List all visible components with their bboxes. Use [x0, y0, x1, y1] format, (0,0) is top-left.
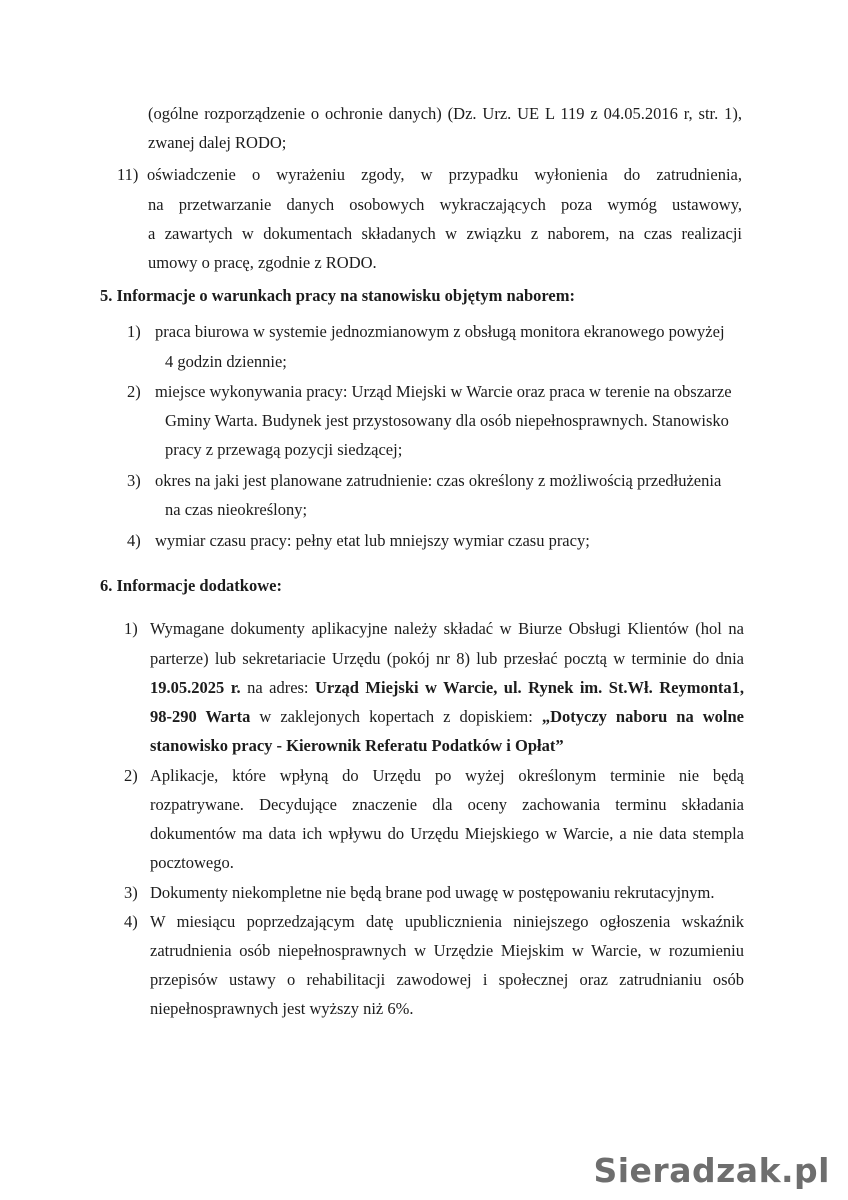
s5-item-2-number: 2) [127, 382, 141, 401]
s5-item-3-line-1: okres na jaki jest planowane zatrudnienie: czas określony z możliwością przedłużenia [155, 471, 722, 490]
deadline-date: 19.05.2025 r. [150, 678, 241, 697]
s6-item-4-line-3: przepisów ustawy o rehabilitacji zawodowej i społecznej oraz zatrudnianiu osób [150, 970, 744, 989]
s6-item-1-line-2: parterze) lub sekretariacie Urzędu (pokój nr 8) lub przesłać pocztą w terminie do dnia [150, 649, 744, 668]
item-11-number: 11) [117, 165, 139, 184]
s6-item-4-line-2: zatrudnienia osób niepełnosprawnych w Urzędzie Miejskim w Warcie, w rozumieniu [150, 941, 744, 960]
item-11-line-1: oświadczenie o wyrażeniu zgody, w przypadku wyłonienia do zatrudnienia, [147, 165, 742, 184]
item-11-line-4: umowy o pracę, zgodnie z RODO. [148, 253, 377, 272]
s5-item-1-line-2: 4 godzin dziennie; [165, 352, 287, 371]
s6-item-2-line-1: Aplikacje, które wpłyną do Urzędu po wyżej określonym terminie nie będą [150, 766, 744, 785]
s6-item-4-number: 4) [124, 912, 138, 931]
intro-line-2: zwanej dalej RODO; [148, 133, 287, 152]
item-11-line-3: a zawartych w dokumentach składanych w związku z naborem, na czas realizacji [148, 224, 742, 243]
s6-item-4-line-1: W miesiącu poprzedzającym datę upublicznienia niniejszego ogłoszenia wskaźnik [150, 912, 744, 931]
s5-item-1-line-1: praca biurowa w systemie jednozmianowym z obsługą monitora ekranowego powyżej [155, 322, 725, 341]
s6-item-2-line-2: rozpatrywane. Decydujące znaczenie dla oceny zachowania terminu składania [150, 795, 744, 814]
s5-item-2-line-1: miejsce wykonywania pracy: Urząd Miejski w Warcie oraz praca w terenie na obszarze [155, 382, 732, 401]
s5-item-1-number: 1) [127, 322, 141, 341]
s6-item-4-line-4: niepełnosprawnych jest wyższy niż 6%. [150, 999, 414, 1018]
s5-item-3-line-2: na czas nieokreślony; [165, 500, 308, 519]
site-watermark: Sieradzak.pl [593, 1151, 830, 1190]
s6-item-1-line-4 [150, 707, 744, 727]
s5-item-4-number: 4) [127, 531, 141, 550]
postal-code-city: 98-290 Warta [150, 707, 251, 726]
office-address: Urząd Miejski w Warcie, ul. Rynek im. St.Wł. Reymonta1, [314, 678, 744, 697]
envelope-label-end: stanowisko pracy - Kierownik Referatu Podatków i Opłat” [150, 736, 564, 755]
s5-item-3-number: 3) [127, 471, 141, 490]
address-intro: na adres: [240, 678, 315, 697]
envelope-note: w zaklejonych kopertach z dopiskiem: [250, 707, 542, 726]
s6-item-2-line-3: dokumentów ma data ich wpływu do Urzędu Miejskiego w Warcie, a nie data stempla [150, 824, 744, 843]
s6-item-1-number: 1) [124, 619, 138, 638]
s6-item-1-line-1: Wymagane dokumenty aplikacyjne należy składać w Biurze Obsługi Klientów (hol na [150, 619, 744, 638]
s6-item-3-number: 3) [124, 883, 138, 902]
s6-item-2-line-4: pocztowego. [150, 853, 234, 872]
section-5-heading: 5. Informacje o warunkach pracy na stanowisku objętym naborem: [100, 286, 575, 305]
s5-item-2-line-3: pracy z przewagą pozycji siedzącej; [165, 440, 403, 459]
item-11-line-2: na przetwarzanie danych osobowych wykraczających poza wymóg ustawowy, [148, 195, 742, 214]
intro-line-1: (ogólne rozporządzenie o ochronie danych) (Dz. Urz. UE L 119 z 04.05.2016 r, str. 1), [148, 104, 742, 123]
section-6-heading: 6. Informacje dodatkowe: [100, 576, 282, 595]
s6-item-1-line-5 [150, 736, 564, 756]
envelope-label-start: „Dotyczy naboru na wolne [541, 707, 744, 726]
s5-item-2-line-2: Gminy Warta. Budynek jest przystosowany dla osób niepełnosprawnych. Stanowisko [165, 411, 729, 430]
s6-item-2-number: 2) [124, 766, 138, 785]
s6-item-3-line-1: Dokumenty niekompletne nie będą brane pod uwagę w postępowaniu rekrutacyjnym. [150, 883, 715, 902]
s5-item-4-line-1: wymiar czasu pracy: pełny etat lub mniejszy wymiar czasu pracy; [155, 531, 590, 550]
s6-item-1-line-3 [150, 678, 744, 698]
